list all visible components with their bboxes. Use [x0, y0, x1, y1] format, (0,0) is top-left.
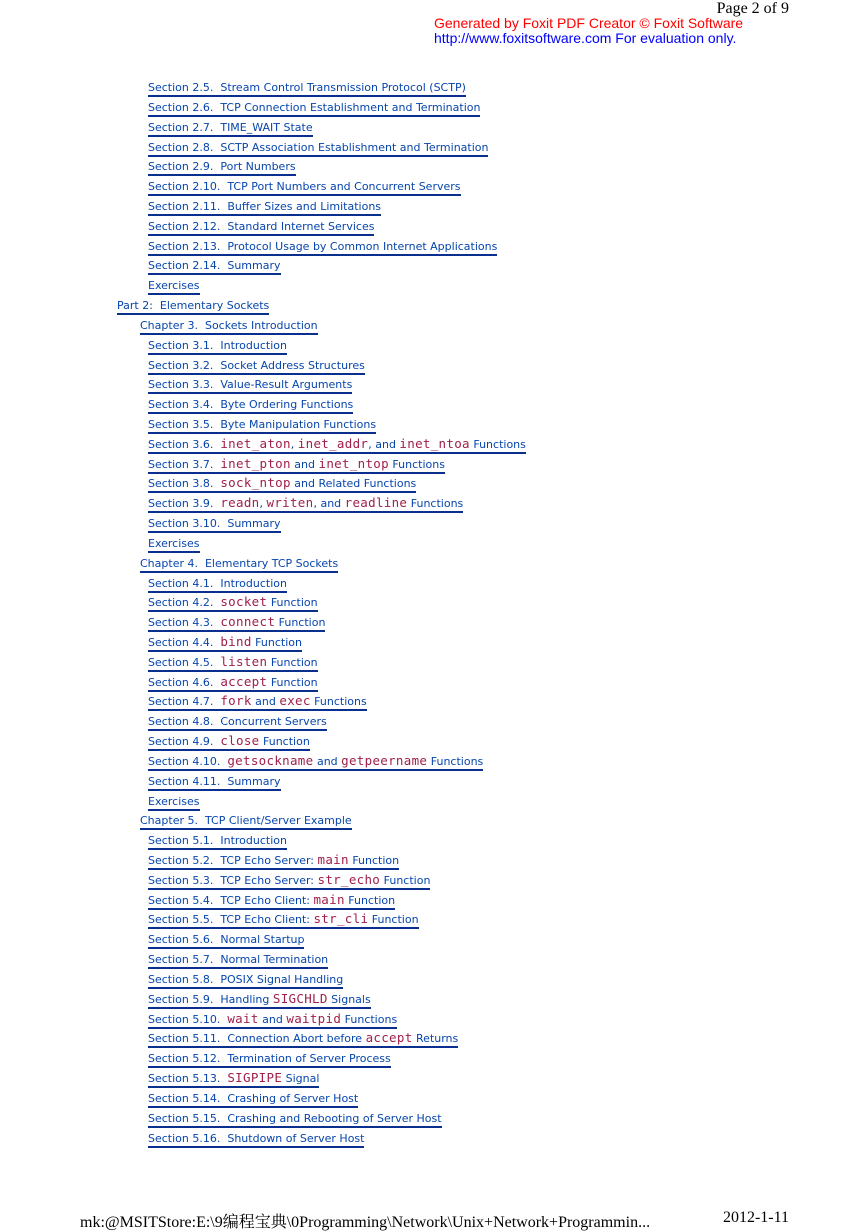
link-text: Section 2.8. SCTP Association Establishment and Termination [148, 140, 489, 154]
toc-section-link[interactable] [148, 990, 371, 1010]
link-text: Section 4.9. [148, 735, 221, 749]
toc-link-text[interactable] [148, 339, 287, 355]
link-text: Section 5.1. Introduction [148, 834, 287, 848]
link-text: , and [368, 437, 400, 451]
link-text: Functions [407, 497, 464, 511]
link-text: Function [368, 913, 419, 927]
toc-link-text[interactable] [148, 655, 318, 672]
link-text: Section 5.3. TCP Echo Server: [148, 873, 318, 887]
link-text: Section 2.7. TIME_WAIT State [148, 120, 313, 134]
toc-section-link[interactable] [148, 1129, 364, 1149]
link-text: Section 3.2. Socket Address Structures [148, 358, 365, 372]
toc-section-link[interactable] [148, 138, 488, 158]
toc-link-text[interactable] [148, 141, 488, 157]
toc-link-text[interactable] [117, 299, 269, 315]
toc-section-link[interactable] [148, 891, 395, 911]
toc-link-text[interactable] [148, 775, 281, 791]
toc-section-link[interactable] [148, 692, 367, 712]
toc-section-link[interactable] [148, 1109, 442, 1129]
toc-link-text[interactable] [148, 279, 200, 295]
toc-link-text[interactable] [148, 1092, 358, 1108]
link-text: Section 4.2. [148, 596, 221, 610]
link-text: and Related Functions [290, 477, 417, 491]
toc-link-text[interactable] [148, 675, 318, 692]
code-identifier: str_echo [317, 871, 381, 887]
link-text: Section 5.8. POSIX Signal Handling [148, 972, 344, 986]
link-text: Section 3.4. Byte Ordering Functions [148, 398, 354, 412]
toc-link-text[interactable] [140, 814, 352, 830]
toc-section-link[interactable] [148, 1029, 458, 1049]
code-identifier: inet_ntoa [399, 435, 470, 451]
link-text: Section 4.1. Introduction [148, 576, 287, 590]
link-text: Section 2.5. Stream Control Transmission Protocol (SCTP) [148, 81, 466, 94]
link-text: Section 3.1. Introduction [148, 338, 287, 352]
toc-section-link[interactable] [148, 118, 313, 138]
link-text: Section 5.11. Connection Abort before [148, 1032, 366, 1046]
code-identifier: connect [220, 614, 276, 630]
toc-link-text[interactable] [148, 81, 466, 97]
toc-section-link[interactable] [148, 792, 200, 812]
toc-link-text[interactable] [148, 1112, 442, 1128]
link-text: Function [275, 616, 326, 630]
code-identifier: SIGCHLD [272, 990, 328, 1006]
toc-section-link[interactable] [148, 970, 343, 990]
footer-date: 2012-1-11 [722, 1209, 789, 1226]
toc-link-text[interactable] [148, 873, 430, 890]
toc-link-text[interactable] [148, 160, 296, 176]
code-identifier: accept [220, 673, 268, 689]
link-text: Section 4.5. [148, 655, 221, 669]
code-identifier: waitpid [286, 1010, 342, 1026]
code-identifier: accept [365, 1030, 413, 1046]
link-text: and [313, 754, 342, 768]
toc-link-text[interactable] [148, 853, 399, 870]
toc-link-text[interactable] [148, 537, 200, 553]
toc-link-text[interactable] [148, 595, 318, 612]
link-text: Chapter 4. Elementary TCP Sockets [140, 556, 339, 570]
link-text: , and [313, 497, 345, 511]
toc-link-text[interactable] [148, 1052, 391, 1068]
toc-link-text[interactable] [148, 1031, 458, 1048]
toc-section-link[interactable] [148, 157, 296, 177]
toc-link-text[interactable] [148, 437, 526, 454]
link-text: Function [267, 675, 318, 689]
link-text: Function [251, 636, 302, 649]
link-text: and [290, 457, 319, 471]
link-text: Section 5.4. TCP Echo Client: [148, 893, 314, 907]
toc-link-text[interactable] [148, 973, 343, 989]
toc-link-text[interactable] [148, 496, 463, 513]
link-text: Section 5.12. Termination of Server Process [148, 1052, 391, 1066]
toc-link-text[interactable] [148, 398, 353, 414]
toc-section-link[interactable] [148, 772, 281, 792]
toc-link-text[interactable] [148, 517, 281, 533]
toc-section-link[interactable] [148, 534, 200, 554]
toc-section-link[interactable] [148, 494, 463, 514]
toc-link-text[interactable] [148, 734, 310, 751]
link-text: Signal [282, 1072, 320, 1085]
toc-section-link[interactable] [148, 514, 281, 534]
toc-section-link[interactable] [148, 732, 310, 752]
link-text: Section 4.4. [148, 636, 221, 649]
link-text: Signals [327, 992, 371, 1006]
link-text: Section 5.16. Shutdown of Server Host [148, 1131, 365, 1145]
code-identifier: main [313, 891, 345, 907]
code-identifier: wait [227, 1010, 259, 1026]
link-text: Section 2.9. Port Numbers [148, 160, 296, 174]
toc-link-text[interactable] [148, 754, 483, 771]
link-text: Section 5.9. Handling [148, 992, 273, 1006]
toc-section-link[interactable] [148, 1010, 397, 1030]
link-text: Section 3.3. Value-Result Arguments [148, 378, 353, 392]
toc-section-link[interactable] [148, 910, 419, 930]
toc-section-link[interactable] [148, 356, 365, 376]
code-identifier: readn [220, 495, 260, 511]
toc-section-link[interactable] [148, 415, 376, 435]
toc-link-text[interactable] [148, 418, 376, 434]
code-identifier: main [317, 852, 349, 867]
toc-section-link[interactable] [148, 256, 281, 276]
toc-link-text[interactable] [148, 1012, 397, 1029]
toc-link-text[interactable] [140, 319, 318, 335]
link-text: Section 2.10. TCP Port Numbers and Concurrent Servers [148, 180, 461, 194]
toc-section-link[interactable] [148, 375, 352, 395]
toc-link-text[interactable] [148, 834, 287, 850]
watermark-line-2: http://www.foxitsoftware.com For evaluation only. [434, 30, 737, 46]
link-text: and [258, 1012, 287, 1026]
link-text: Section 5.14. Crashing of Server Host [148, 1091, 359, 1105]
link-text: Section 4.6. [148, 675, 221, 689]
code-identifier: readline [344, 495, 408, 511]
link-text: Section 2.12. Standard Internet Services [148, 219, 375, 233]
toc-link-text[interactable] [140, 557, 338, 573]
link-text: Section 4.8. Concurrent Servers [148, 715, 327, 729]
link-text: Section 5.2. TCP Echo Server: [148, 854, 318, 867]
toc-link-text[interactable] [148, 795, 200, 811]
link-text: , [259, 497, 267, 511]
toc-section-link[interactable] [148, 950, 328, 970]
code-identifier: str_cli [313, 911, 369, 927]
link-text: Functions [310, 695, 367, 709]
link-text: Function [267, 596, 318, 610]
toc-section-link[interactable] [148, 435, 526, 455]
toc-section-link[interactable] [148, 177, 461, 197]
toc-link-text[interactable] [148, 259, 281, 275]
toc-link-text[interactable] [148, 378, 352, 394]
link-text: Section 5.15. Crashing and Rebooting of Server Host [148, 1111, 442, 1125]
toc-part-link[interactable] [117, 296, 269, 316]
link-text: Section 3.7. [148, 457, 221, 471]
link-text: Returns [412, 1032, 459, 1046]
link-text: Function [348, 854, 400, 867]
toc-link-text[interactable] [148, 476, 416, 493]
toc-section-link[interactable] [148, 633, 302, 653]
toc-link-text[interactable] [148, 893, 395, 910]
link-text: Section 5.13. [148, 1072, 228, 1085]
link-text: Section 4.7. [148, 695, 221, 709]
toc-section-link[interactable] [148, 237, 497, 257]
toc-section-link[interactable] [148, 851, 399, 871]
link-text: Chapter 3. Sockets Introduction [140, 318, 318, 332]
code-identifier: inet_pton [220, 455, 291, 471]
toc-link-text[interactable] [148, 121, 313, 137]
toc-section-link[interactable] [148, 455, 445, 475]
toc-section-link[interactable] [148, 474, 416, 494]
toc-link-text[interactable] [148, 933, 304, 949]
toc-link-text[interactable] [148, 635, 302, 652]
code-identifier: sock_ntop [220, 475, 291, 491]
link-text: Section 4.10. [148, 754, 228, 768]
link-text: Section 5.10. [148, 1012, 228, 1026]
toc-section-link[interactable] [148, 336, 287, 356]
link-text: Section 3.10. Summary [148, 517, 281, 530]
toc-section-link[interactable] [148, 574, 287, 594]
footer-path: mk:@MSITStore:E:\9编程宝典\0Programming\Network\Unix+Network+Programmin... [80, 1214, 651, 1231]
link-text: Section 3.8. [148, 477, 221, 491]
code-identifier: exec [279, 693, 311, 709]
toc-link-text[interactable] [148, 457, 445, 474]
code-identifier: inet_ntop [318, 455, 389, 471]
link-text: Section 2.14. Summary [148, 259, 281, 273]
link-text: Functions [388, 457, 445, 471]
toc-section-link[interactable] [148, 1089, 358, 1109]
link-text: Section 4.3. [148, 616, 221, 630]
toc-section-link[interactable] [148, 276, 200, 296]
toc-section-link[interactable] [148, 613, 325, 633]
link-text: Functions [341, 1012, 398, 1026]
code-identifier: getpeername [341, 752, 428, 768]
code-identifier: close [220, 733, 260, 749]
code-identifier: listen [220, 653, 268, 669]
toc-section-link[interactable] [148, 712, 327, 732]
watermark-line-1: Generated by Foxit PDF Creator © Foxit Software [434, 15, 744, 31]
toc-link-text[interactable] [148, 694, 367, 711]
code-identifier: fork [220, 693, 252, 709]
link-text: Function [259, 735, 310, 749]
toc-section-link[interactable] [148, 78, 466, 98]
code-identifier: socket [220, 594, 268, 610]
toc-section-link[interactable] [148, 98, 480, 118]
toc-link-text[interactable] [148, 992, 371, 1009]
toc-chapter-link[interactable] [140, 811, 352, 831]
toc-link-text[interactable] [148, 200, 381, 216]
link-text: Functions [427, 754, 484, 768]
link-text: Part 2: Elementary Sockets [117, 299, 270, 312]
link-text: Section 2.13. Protocol Usage by Common Internet Applications [148, 239, 498, 253]
link-text: Section 5.6. Normal Startup [148, 933, 305, 947]
toc-section-link[interactable] [148, 871, 430, 891]
toc-link-text[interactable] [148, 953, 328, 969]
link-text: Section 4.11. Summary [148, 774, 281, 788]
link-text: Function [380, 873, 431, 887]
toc-link-text[interactable] [148, 1132, 364, 1148]
toc-section-link[interactable] [148, 653, 318, 673]
toc-section-link[interactable] [148, 831, 287, 851]
toc-section-link[interactable] [148, 930, 304, 950]
toc-section-link[interactable] [148, 1069, 319, 1089]
code-identifier: SIGPIPE [227, 1070, 283, 1085]
toc-link-text[interactable] [148, 220, 374, 236]
link-text: Section 5.5. TCP Echo Client: [148, 913, 314, 927]
link-text: Section 3.5. Byte Manipulation Functions [148, 417, 377, 431]
link-text: and [251, 695, 280, 709]
toc-section-link[interactable] [148, 673, 318, 693]
link-text: Exercises [148, 279, 200, 293]
link-text: Chapter 5. TCP Client/Server Example [140, 814, 352, 828]
link-text: Section 3.9. [148, 497, 221, 511]
link-text: Function [267, 655, 318, 669]
toc-link-text[interactable] [148, 912, 419, 929]
link-text: Exercises [148, 794, 200, 808]
link-text: Exercises [148, 536, 200, 550]
link-text: Section 3.6. [148, 437, 221, 451]
code-identifier: inet_aton [220, 435, 291, 451]
toc-link-text[interactable] [148, 577, 287, 593]
toc-section-link[interactable] [148, 197, 381, 217]
link-text: Section 5.7. Normal Termination [148, 953, 329, 967]
code-identifier: writen [266, 495, 314, 511]
toc-chapter-link[interactable] [140, 554, 338, 574]
toc-section-link[interactable] [148, 593, 318, 613]
toc-link-text[interactable] [148, 615, 325, 632]
toc-section-link[interactable] [148, 217, 374, 237]
code-identifier: bind [220, 634, 252, 649]
toc-link-text[interactable] [148, 240, 497, 256]
link-text: Function [344, 893, 396, 907]
link-text: Section 2.11. Buffer Sizes and Limitations [148, 199, 382, 213]
toc-link-text[interactable] [148, 715, 327, 731]
toc-section-link[interactable] [148, 395, 353, 415]
page-indicator: Page 2 of 9 [716, 0, 789, 17]
toc-chapter-link[interactable] [140, 316, 318, 336]
toc-section-link[interactable] [148, 1049, 391, 1069]
code-identifier: inet_addr [297, 435, 369, 451]
toc-link-text[interactable] [148, 180, 461, 196]
link-text: , [290, 437, 298, 451]
toc-link-text[interactable] [148, 359, 365, 375]
toc-section-link[interactable] [148, 752, 483, 772]
toc-link-text[interactable] [148, 101, 480, 117]
toc-link-text[interactable] [148, 1071, 319, 1088]
link-text: Section 2.6. TCP Connection Establishment and Termination [148, 100, 481, 114]
link-text: Functions [469, 437, 526, 451]
code-identifier: getsockname [227, 752, 314, 768]
